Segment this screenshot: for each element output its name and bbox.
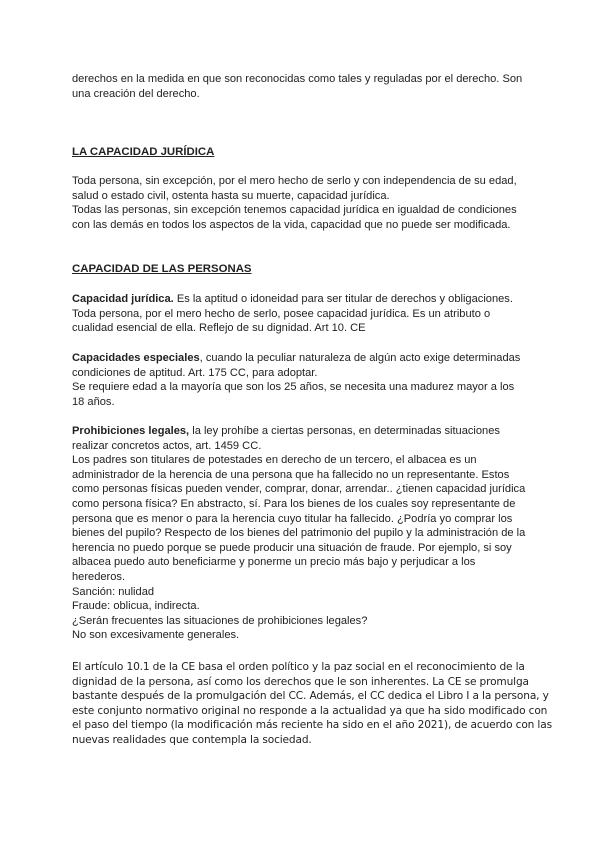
text-line: como personas físicas pueden vender, comprar, donar, arrendar.. ¿tienen capacidad jurídica: [72, 483, 526, 496]
term-capacidad-juridica: Capacidad jurídica.: [72, 293, 174, 305]
text-line: una creación del derecho.: [72, 87, 200, 100]
text-line: administrador de la herencia de una persona que ha fallecido no un representante. Estos: [72, 468, 510, 481]
paragraph-capacidades-especiales: [72, 351, 532, 409]
text-line: albacea puedo auto beneficiarme y ponerme un precio más bajo y perjudicar a los: [72, 556, 476, 569]
text-line: derechos en la medida en que son reconocidas como tales y reguladas por el derecho. Son: [72, 73, 523, 85]
text-line: el paso del tiempo (la modificación más reciente ha sido en el año 2021), de acuerdo con las: [72, 719, 552, 732]
text-line: No son excesivamente generales.: [72, 629, 240, 642]
text-line: condiciones de aptitud. Art. 175 CC, para adoptar.: [72, 366, 318, 379]
text-fragment: , cuando la peculiar naturaleza de algún acto exige determinadas: [199, 352, 521, 364]
text-fragment: la ley prohíbe a ciertas personas, en determinadas situaciones: [189, 425, 500, 437]
text-line: 18 años.: [72, 395, 115, 408]
paragraph-prohibiciones-legales: [72, 424, 532, 643]
text-line: herencia no puedo porque se puede producir una situación de fraude. Por ejemplo, si soy: [72, 541, 512, 554]
section-heading-capacidad-personas: CAPACIDAD DE LAS PERSONAS: [72, 263, 252, 275]
text-line: herederos.: [72, 570, 126, 583]
text-fragment: Es la aptitud o idoneidad para ser titular de derechos y obligaciones.: [173, 293, 513, 305]
text-line: con las demás en todos los aspectos de la vida, capacidad que no puede ser modificada.: [72, 218, 511, 231]
text-line: [72, 292, 532, 307]
text-line: dignidad de la persona, así como los derechos que le son inherentes. La CE se promulga: [72, 675, 529, 688]
text-line: cualidad esencial de ella. Reflejo de su dignidad. Art 10. CE: [72, 322, 366, 335]
text-line: Fraude: oblicua, indirecta.: [72, 600, 200, 613]
paragraph-capacidad-juridica: [72, 292, 532, 336]
text-line: [72, 351, 532, 366]
text-line: nuevas realidades que contempla la sociedad.: [72, 733, 312, 746]
text-line: Toda persona, sin excepción, por el mero hecho de serlo y con independencia de su edad,: [72, 175, 517, 187]
intro-paragraph: [72, 72, 532, 101]
text-line: bastante después de la promulgación del CC. Además, el CC dedica el Libro I a la persona, y: [72, 690, 549, 703]
text-line: persona que es menor o para la herencia cuyo titular ha fallecido. ¿Podría yo comprar los: [72, 512, 513, 525]
term-capacidades-especiales: Capacidades especiales: [72, 352, 200, 364]
text-line: El artículo 10.1 de la CE basa el orden político y la paz social en el reconocimiento de la: [72, 661, 525, 673]
section1-paragraph: [72, 174, 532, 232]
text-line: Todas las personas, sin excepción tenemos capacidad jurídica en igualdad de condiciones: [72, 204, 517, 217]
text-line: salud o estado civil, ostenta hasta su muerte, capacidad jurídica.: [72, 189, 390, 202]
text-line: [72, 424, 532, 439]
text-line: Sanción: nulidad: [72, 585, 155, 598]
closing-paragraph: [72, 660, 552, 748]
text-line: como persona física? En abstracto, sí. Para los bienes de los cuales soy representante de: [72, 497, 516, 510]
text-line: este conjunto normativo original no responde a la actualidad ya que ha sido modificado con: [72, 704, 548, 717]
term-prohibiciones-legales: Prohibiciones legales,: [72, 425, 190, 437]
text-line: ¿Serán frecuentes las situaciones de prohibiciones legales?: [72, 614, 368, 627]
text-line: Los padres son titulares de potestades en derecho de un tercero, el albacea es un: [72, 454, 477, 467]
text-line: bienes del pupilo? Respecto de los bienes del patrimonio del pupilo y la administración de la: [72, 527, 526, 540]
section-heading-capacidad-juridica: LA CAPACIDAD JURÍDICA: [72, 146, 215, 158]
text-line: realizar concretos actos, art. 1459 CC.: [72, 439, 262, 452]
text-line: Se requiere edad a la mayoría que son los 25 años, se necesita una madurez mayor a los: [72, 381, 515, 394]
text-line: Toda persona, por el mero hecho de serlo, posee capacidad jurídica. Es un atributo o: [72, 307, 491, 320]
